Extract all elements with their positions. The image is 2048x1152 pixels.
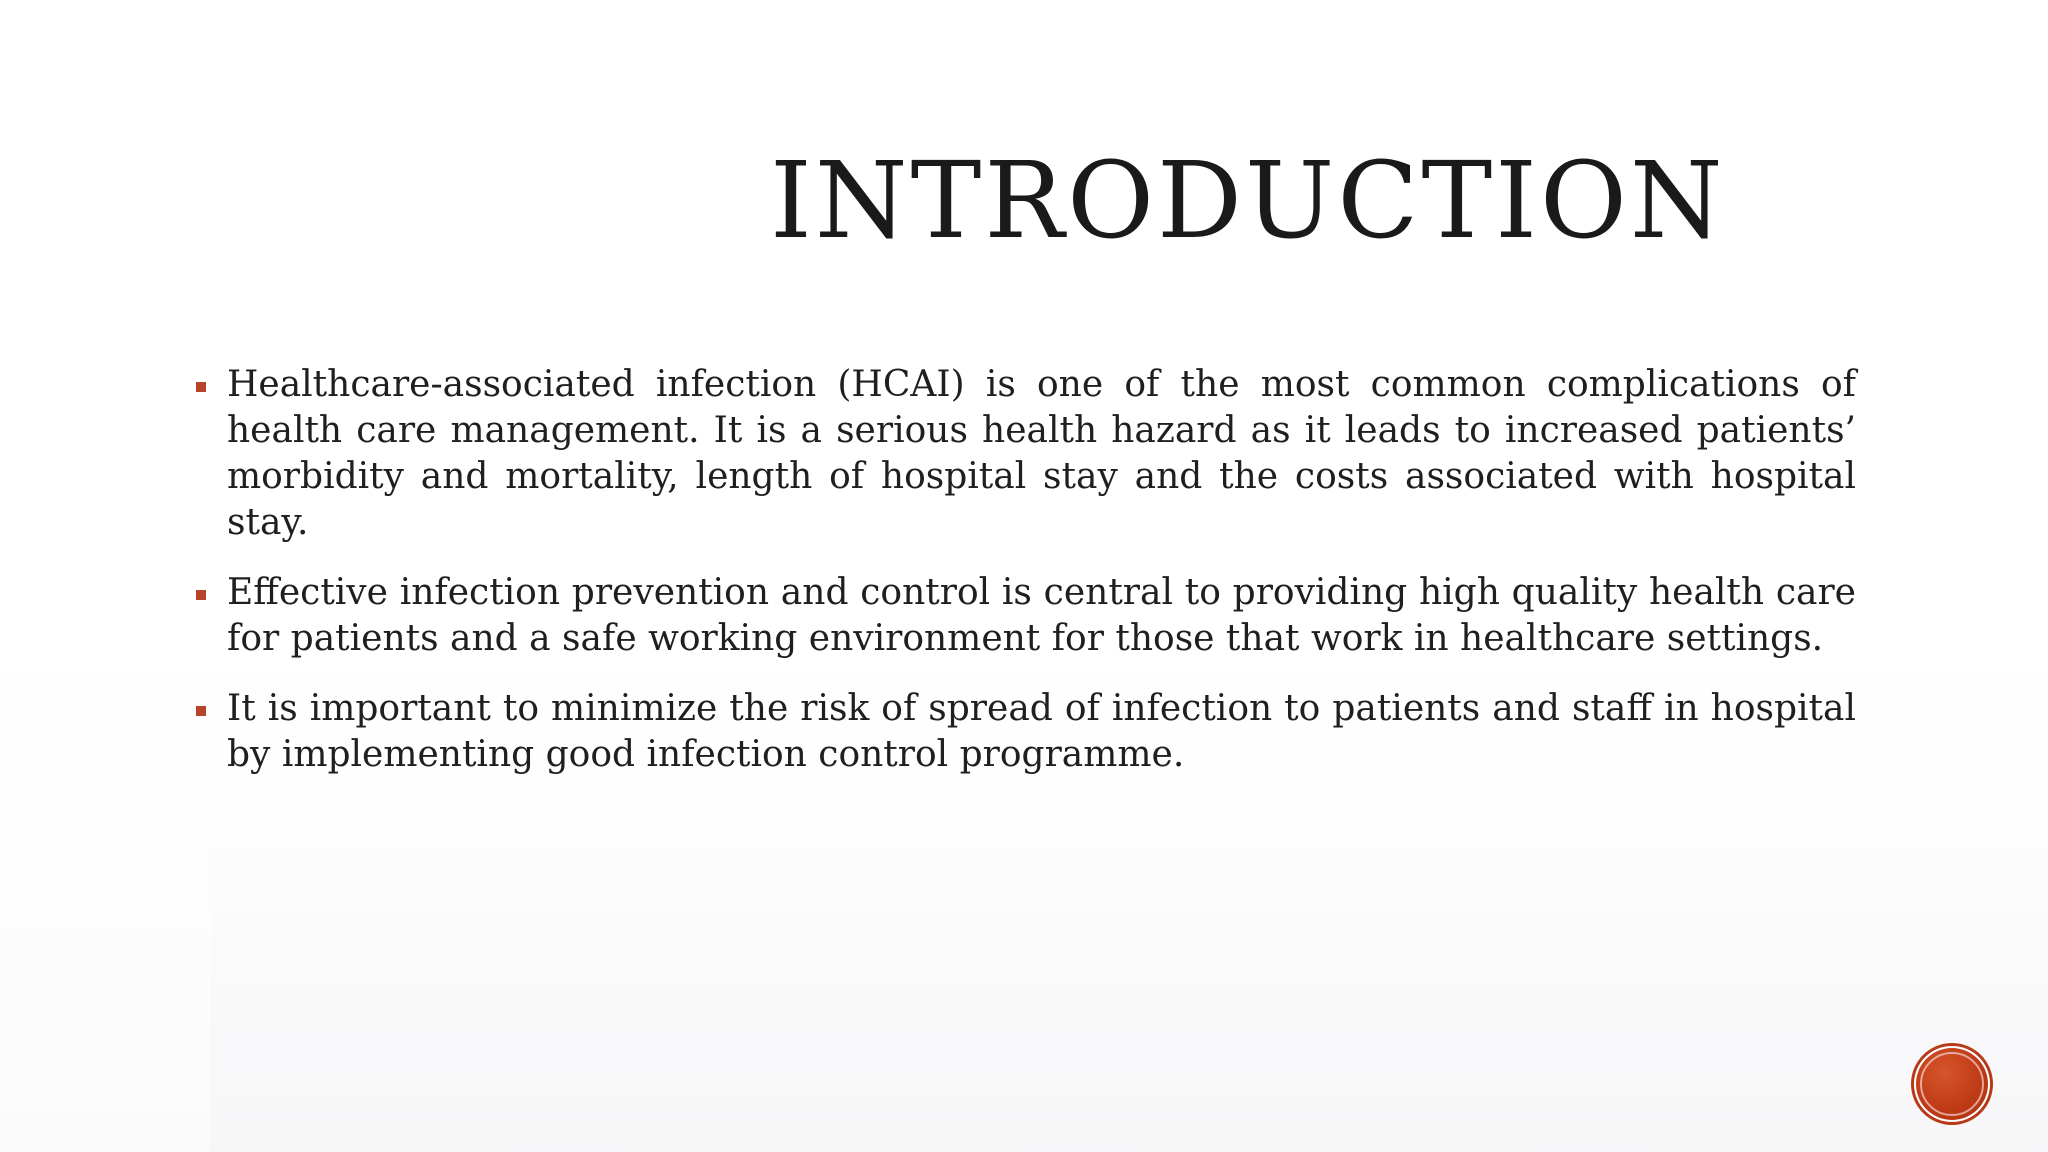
bullet-text: Healthcare-associated infection (HCAI) is one of the most common complications of health care management. It is a serious health hazard as it leads to increased patients’ morbidity and mortality, length of hospital stay and the costs associated with hospital stay. xyxy=(227,364,1856,543)
bullet-list xyxy=(196,362,1856,802)
next-slide-button[interactable] xyxy=(1914,1046,1990,1122)
bullet-item xyxy=(196,570,1856,662)
bullet-item xyxy=(196,686,1856,778)
slide-title: INTRODUCTION xyxy=(770,139,1726,262)
square-bullet-icon xyxy=(196,382,206,392)
bullet-text: It is important to minimize the risk of spread of infection to patients and staff in hospital by implementing good infection control programme. xyxy=(227,688,1856,775)
square-bullet-icon xyxy=(196,706,206,716)
square-bullet-icon xyxy=(196,590,206,600)
background-panel xyxy=(210,820,2048,1152)
bullet-text: Effective infection prevention and control is central to providing high quality health care for patients and a safe working environment for those that work in healthcare settings. xyxy=(227,572,1856,659)
bullet-item xyxy=(196,362,1856,546)
